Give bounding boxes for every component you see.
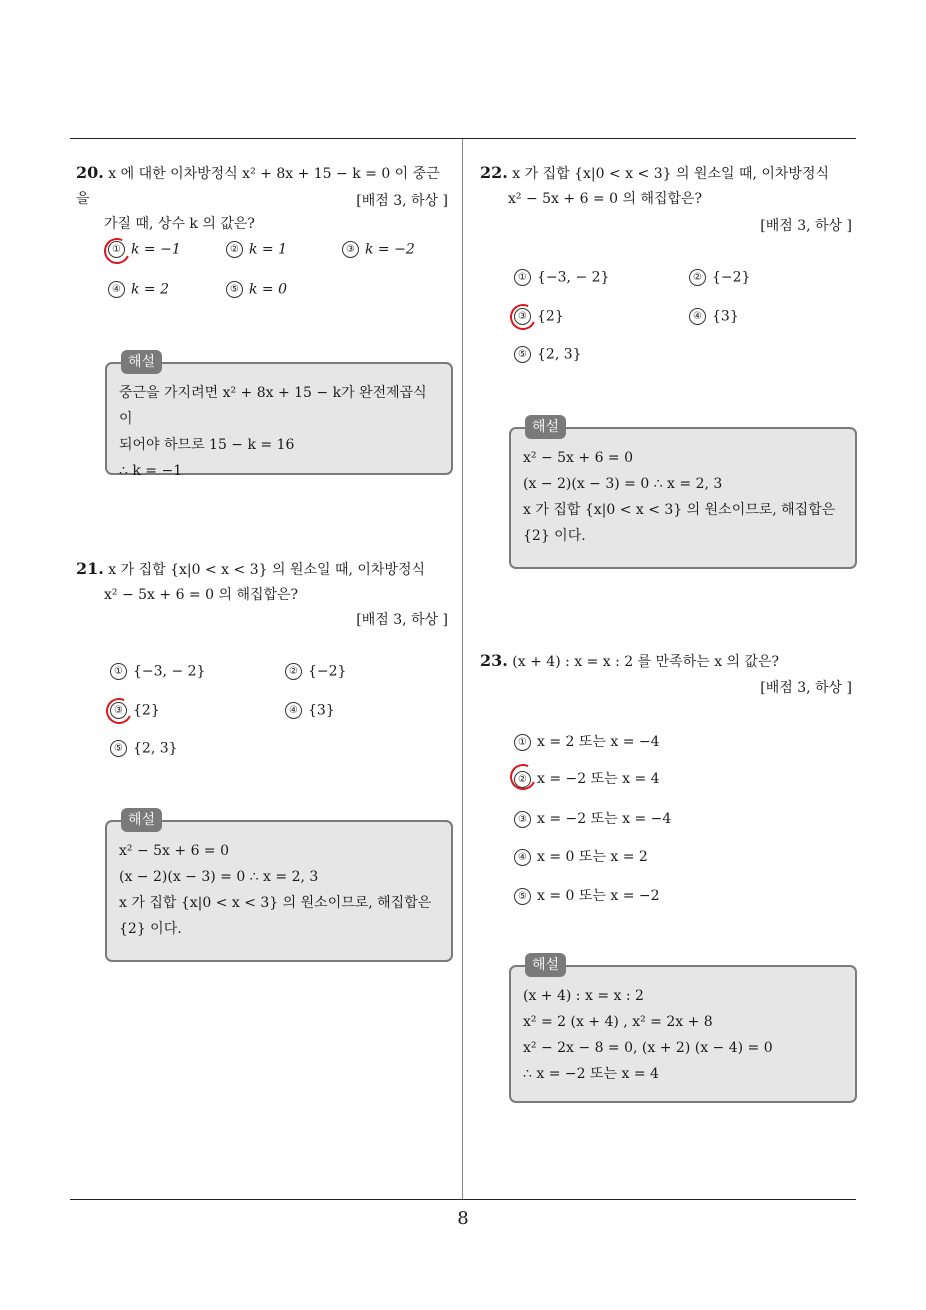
choice-3[interactable]: ③ k = −2 bbox=[342, 241, 415, 258]
choice-number-icon: ② bbox=[689, 269, 706, 286]
choice-number-icon: ① bbox=[514, 734, 531, 751]
choice-5[interactable]: ⑤ {2, 3} bbox=[514, 346, 582, 363]
choice-1[interactable]: ① {−3, − 2} bbox=[514, 269, 609, 286]
choice-5[interactable]: ⑤ x = 0 또는 x = −2 bbox=[514, 885, 660, 905]
problem-stem-line1: x 가 집합 {x|0 < x < 3} 의 원소일 때, 이차방정식 bbox=[512, 166, 830, 182]
choice-2[interactable]: ② {−2} bbox=[285, 663, 346, 680]
choice-1[interactable]: ① k = −1 bbox=[108, 241, 181, 258]
problem-stem-line2: 가질 때, 상수 k 의 값은? bbox=[104, 216, 255, 232]
choice-number-icon: ② bbox=[226, 241, 243, 258]
problem-stem-line1: x 에 대한 이차방정식 x² + 8x + 15 − k = 0 이 중근을 bbox=[76, 166, 440, 207]
answer-mark-icon bbox=[506, 300, 539, 333]
choice-number-icon: ③ bbox=[514, 308, 531, 325]
choice-number-icon: ④ bbox=[514, 849, 531, 866]
score-label: [배점 3, 하상 ] bbox=[760, 680, 852, 696]
problem-stem-line2: x² − 5x + 6 = 0 의 해집합은? bbox=[104, 587, 299, 603]
solution-line: (x − 2)(x − 3) = 0 ∴ x = 2, 3 bbox=[523, 476, 723, 492]
solution-line: x 가 집합 {x|0 < x < 3} 의 원소이므로, 해집합은 bbox=[119, 895, 432, 911]
score-label: [배점 3, 하상 ] bbox=[356, 612, 448, 628]
solution-line: 중근을 가지려면 x² + 8x + 15 − k가 완전제곱식이 bbox=[119, 385, 427, 427]
choice-4[interactable]: ④ {3} bbox=[285, 702, 335, 719]
choice-5[interactable]: ⑤ k = 0 bbox=[226, 281, 287, 298]
solution-line: {2} 이다. bbox=[119, 921, 182, 937]
problem-number: 23. bbox=[480, 651, 508, 670]
problem-number: 21. bbox=[76, 559, 104, 578]
choice-3[interactable]: ③ {2} bbox=[110, 702, 160, 719]
choice-4[interactable]: ④ x = 0 또는 x = 2 bbox=[514, 846, 648, 866]
choice-number-icon: ④ bbox=[108, 281, 125, 298]
solution-line: 되어야 하므로 15 − k = 16 bbox=[119, 437, 295, 453]
choice-1[interactable]: ① {−3, − 2} bbox=[110, 663, 205, 680]
choice-number-icon: ⑤ bbox=[514, 346, 531, 363]
choice-number-icon: ⑤ bbox=[110, 740, 127, 757]
solution-tag: 해설 bbox=[121, 350, 162, 374]
column-divider bbox=[462, 139, 463, 1199]
choice-2[interactable]: ② x = −2 또는 x = 4 bbox=[514, 768, 660, 788]
choice-number-icon: ⑤ bbox=[514, 888, 531, 905]
choice-2[interactable]: ② k = 1 bbox=[226, 241, 287, 258]
choice-number-icon: ③ bbox=[514, 811, 531, 828]
solution-line: x² − 2x − 8 = 0, (x + 2) (x − 4) = 0 bbox=[523, 1040, 773, 1056]
score-label: [배점 3, 하상 ] bbox=[760, 218, 852, 234]
choice-number-icon: ③ bbox=[342, 241, 359, 258]
solution-line: (x − 2)(x − 3) = 0 ∴ x = 2, 3 bbox=[119, 869, 319, 885]
choice-4[interactable]: ④ k = 2 bbox=[108, 281, 169, 298]
bottom-rule bbox=[70, 1199, 856, 1200]
choice-number-icon: ⑤ bbox=[226, 281, 243, 298]
page-number: 8 bbox=[457, 1208, 469, 1229]
problem-23 bbox=[480, 648, 858, 675]
choice-4[interactable]: ④ {3} bbox=[689, 308, 739, 325]
solution-tag: 해설 bbox=[525, 953, 566, 977]
choice-number-icon: ④ bbox=[689, 308, 706, 325]
solution-box bbox=[105, 354, 453, 479]
answer-mark-icon bbox=[102, 694, 135, 727]
solution-line: x² = 2 (x + 4) , x² = 2x + 8 bbox=[523, 1014, 713, 1030]
choice-number-icon: ③ bbox=[110, 702, 127, 719]
answer-mark-icon bbox=[506, 760, 539, 793]
problem-stem-line2: x² − 5x + 6 = 0 의 해집합은? bbox=[508, 191, 703, 207]
problem-number: 20. bbox=[76, 163, 104, 182]
problem-21 bbox=[76, 556, 452, 608]
problem-stem-line1: x 가 집합 {x|0 < x < 3} 의 원소일 때, 이차방정식 bbox=[108, 562, 426, 578]
choice-3[interactable]: ③ x = −2 또는 x = −4 bbox=[514, 808, 671, 828]
solution-line: {2} 이다. bbox=[523, 528, 586, 544]
solution-line: ∴ x = −2 또는 x = 4 bbox=[523, 1066, 659, 1082]
solution-box bbox=[509, 957, 857, 1103]
top-rule bbox=[70, 138, 856, 139]
choice-number-icon: ② bbox=[285, 663, 302, 680]
choice-2[interactable]: ② {−2} bbox=[689, 269, 750, 286]
solution-line: (x + 4) : x = x : 2 bbox=[523, 988, 644, 1004]
choice-1[interactable]: ① x = 2 또는 x = −4 bbox=[514, 731, 660, 751]
problem-stem-line1: (x + 4) : x = x : 2 를 만족하는 x 의 값은? bbox=[512, 654, 780, 670]
solution-tag: 해설 bbox=[121, 808, 162, 832]
solution-box bbox=[105, 812, 453, 962]
score-label: [배점 3, 하상 ] bbox=[356, 193, 448, 209]
problem-number: 22. bbox=[480, 163, 508, 182]
solution-line: ∴ k = −1 bbox=[119, 463, 183, 479]
choice-number-icon: ① bbox=[514, 269, 531, 286]
problem-22 bbox=[480, 160, 858, 212]
choice-3[interactable]: ③ {2} bbox=[514, 308, 564, 325]
solution-line: x² − 5x + 6 = 0 bbox=[119, 843, 230, 859]
solution-line: x 가 집합 {x|0 < x < 3} 의 원소이므로, 해집합은 bbox=[523, 502, 836, 518]
solution-tag: 해설 bbox=[525, 415, 566, 439]
choice-number-icon: ② bbox=[514, 771, 531, 788]
solution-box bbox=[509, 419, 857, 569]
solution-line: x² − 5x + 6 = 0 bbox=[523, 450, 634, 466]
choice-number-icon: ① bbox=[108, 241, 125, 258]
choice-number-icon: ① bbox=[110, 663, 127, 680]
choice-number-icon: ④ bbox=[285, 702, 302, 719]
answer-mark-icon bbox=[100, 234, 133, 267]
choice-5[interactable]: ⑤ {2, 3} bbox=[110, 740, 178, 757]
